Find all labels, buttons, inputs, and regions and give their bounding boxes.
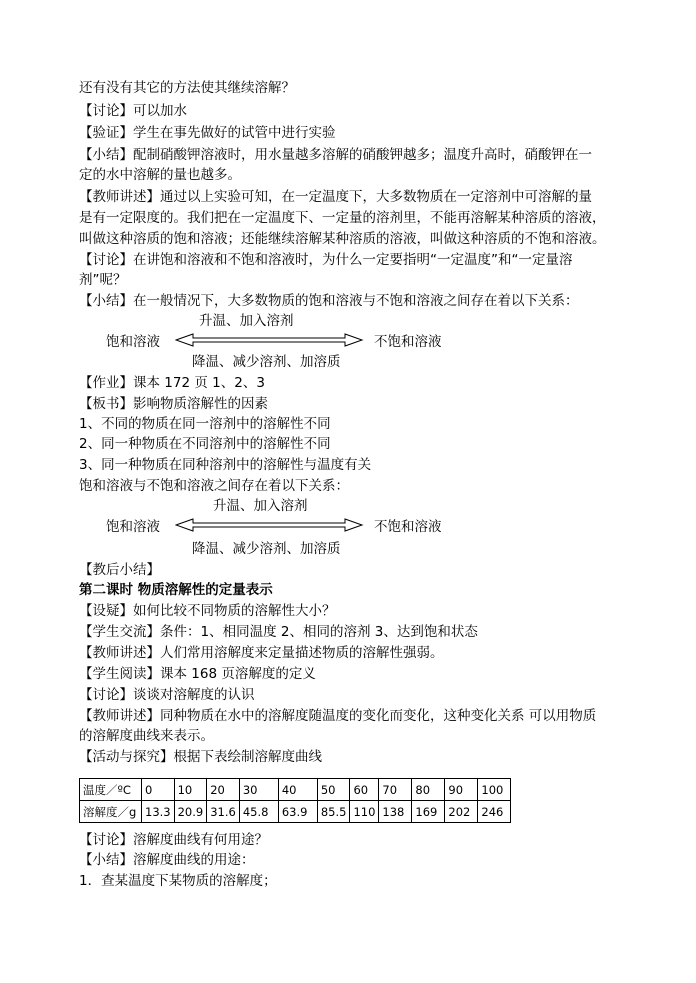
table-cell: 温度／ºC — [80, 779, 142, 801]
text-line: 是有一定限度的。我们把在一定温度下、一定量的溶剂里，不能再溶解某种溶质的溶液， — [79, 210, 606, 226]
table-cell: 110 — [350, 801, 379, 823]
table-cell: 246 — [478, 801, 511, 823]
text-line: 【学生阅读】课本 168 页溶解度的定义 — [79, 666, 316, 682]
text-line: 2、同一种物质在不同溶剂中的溶解性不同 — [79, 436, 331, 452]
text-line: 1、不同的物质在同一溶剂中的溶解性不同 — [79, 416, 331, 432]
text-line: 3、同一种物质在同种溶剂中的溶解性与温度有关 — [79, 457, 372, 473]
text-line: 【教师讲述】同种物质在水中的溶解度随温度的变化而变化，这种变化关系 可以用物质 — [79, 708, 597, 724]
table-cell: 90 — [445, 779, 478, 801]
table-cell: 138 — [379, 801, 412, 823]
double-arrow-icon — [175, 333, 365, 347]
text-line: 【讨论】可以加水 — [79, 103, 187, 119]
text-line: 【活动与探究】根据下表绘制溶解度曲线 — [79, 749, 322, 765]
text-line: 定的水中溶解的量也越多。 — [79, 167, 241, 183]
text-line: 饱和溶液与不饱和溶液之间存在着以下关系： — [79, 478, 349, 494]
text-line: 的溶解度曲线来表示。 — [79, 728, 214, 744]
table-cell: 202 — [445, 801, 478, 823]
table-cell: 70 — [379, 779, 412, 801]
diagram-bottom-label: 降温、减少溶剂、加溶质 — [192, 354, 341, 370]
diagram-right-label: 不饱和溶液 — [374, 334, 442, 350]
diagram-top-label: 升温、加入溶剂 — [213, 498, 308, 514]
table-row — [80, 779, 511, 801]
text-line: 【小结】溶解度曲线的用途： — [79, 852, 255, 868]
table-cell: 10 — [174, 779, 207, 801]
table-cell: 100 — [478, 779, 511, 801]
table-cell: 85.5 — [317, 801, 350, 823]
table-cell: 63.9 — [278, 801, 317, 823]
text-line: 剂”呢？ — [79, 272, 127, 288]
solubility-table — [79, 778, 511, 823]
text-line: 【讨论】谈谈对溶解度的认识 — [79, 687, 255, 703]
text-line: 【讨论】溶解度曲线有何用途？ — [79, 832, 268, 848]
table-cell: 13.3 — [142, 801, 175, 823]
diagram-bottom-label: 降温、减少溶剂、加溶质 — [192, 541, 341, 557]
table-cell: 20.9 — [174, 801, 207, 823]
text-line: 1．查某温度下某物质的溶解度； — [79, 873, 277, 889]
table-cell: 45.8 — [239, 801, 278, 823]
table-cell: 60 — [350, 779, 379, 801]
text-line: 【讨论】在讲饱和溶液和不饱和溶液时，为什么一定要指明“一定温度”和“一定量溶 — [79, 252, 573, 268]
text-line: 【小结】在一般情况下，大多数物质的饱和溶液与不饱和溶液之间存在着以下关系： — [79, 293, 579, 309]
text-line: 【学生交流】条件：1、相同温度 2、相同的溶剂 3、达到饱和状态 — [79, 624, 478, 640]
table-cell: 169 — [412, 801, 445, 823]
diagram-top-label: 升温、加入溶剂 — [199, 313, 294, 329]
text-line: 【作业】课本 172 页 1、2、3 — [79, 375, 265, 391]
section-heading: 第二课时 物质溶解性的定量表示 — [79, 582, 273, 598]
text-line: 【设疑】如何比较不同物质的溶解性大小？ — [79, 603, 336, 619]
table-cell: 50 — [317, 779, 350, 801]
diagram-right-label: 不饱和溶液 — [374, 519, 442, 535]
table-cell: 31.6 — [207, 801, 240, 823]
table-cell: 80 — [412, 779, 445, 801]
text-line: 叫做这种溶质的饱和溶液；还能继续溶解某种溶质的溶液，叫做这种溶质的不饱和溶液。 — [79, 231, 606, 247]
table-cell: 40 — [278, 779, 317, 801]
table-cell: 20 — [207, 779, 240, 801]
text-line: 【板书】影响物质溶解性的因素 — [79, 396, 268, 412]
table-row — [80, 801, 511, 823]
text-line: 【教师讲述】人们常用溶解度来定量描述物质的溶解性强弱。 — [79, 645, 444, 661]
double-arrow-icon — [175, 518, 365, 532]
text-line: 【验证】学生在事先做好的试管中进行实验 — [79, 125, 336, 141]
text-line: 【教师讲述】通过以上实验可知，在一定温度下，大多数物质在一定溶剂中可溶解的量 — [79, 189, 592, 205]
diagram-left-label: 饱和溶液 — [106, 334, 160, 350]
table-cell: 溶解度／g — [80, 801, 142, 823]
text-line: 【教后小结】 — [79, 562, 160, 578]
diagram-left-label: 饱和溶液 — [106, 519, 160, 535]
table-cell: 0 — [142, 779, 175, 801]
table-cell: 30 — [239, 779, 278, 801]
text-line: 还有没有其它的方法使其继续溶解？ — [79, 80, 295, 96]
text-line: 【小结】配制硝酸钾溶液时，用水量越多溶解的硝酸钾越多；温度升高时，硝酸钾在一 — [79, 147, 592, 163]
